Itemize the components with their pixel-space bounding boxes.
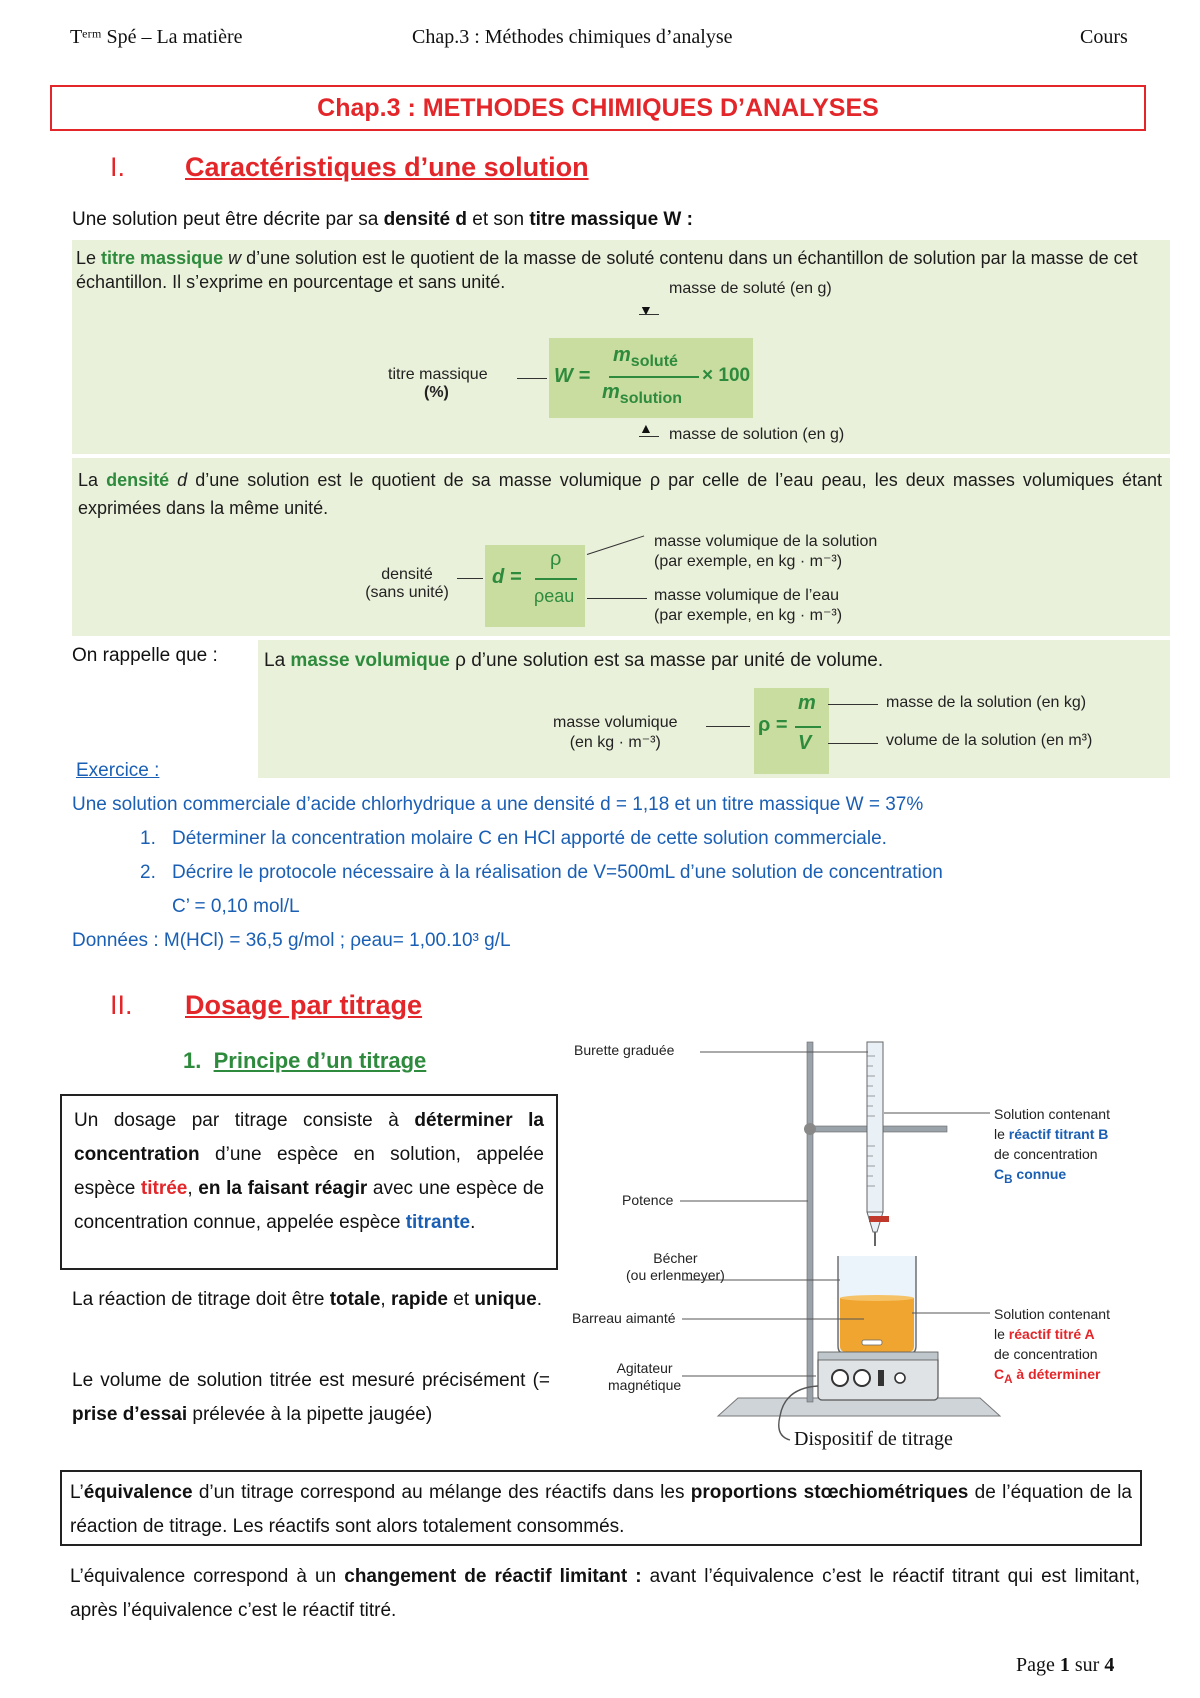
titrant-4sub: B [1004, 1172, 1013, 1186]
subsection-number: 1. [183, 1048, 202, 1073]
section2-number: II. [110, 990, 133, 1020]
label-potence: Potence [622, 1192, 674, 1208]
exercise-q2-num: 2. [140, 862, 156, 883]
titre-label-top: masse de soluté (en g) [669, 280, 832, 297]
titre-2b: réactif titré A [1008, 1326, 1095, 1342]
header-left: Tᵉʳᵐ Spé – La matière [70, 26, 243, 48]
volume-t1: Le volume de solution titrée est mesuré précisément (= [72, 1370, 550, 1391]
intro-text: Une solution peut être décrite par sa [72, 209, 384, 230]
defbox-t1: Un dosage par titrage consiste à [74, 1110, 415, 1131]
page-total: 4 [1104, 1654, 1115, 1676]
intro-text-mid: et son [466, 209, 530, 230]
bottom-arrow-icon: ▲ [639, 420, 653, 436]
def3-term: masse volumique [290, 650, 450, 671]
top-arrow-icon: ▼ [639, 302, 653, 318]
def2-term: densité [106, 470, 170, 490]
titre-3: de concentration [994, 1346, 1098, 1362]
equiv-t2: d’un titrage correspond au mélange des réactifs dans les [192, 1482, 691, 1503]
defbox-titree: titrée [140, 1178, 188, 1199]
formula-rho: ρ = [758, 714, 788, 736]
mv-label-2: (en kg · m⁻³) [569, 734, 661, 751]
def-var: w [223, 248, 242, 268]
page-pre: Page [1016, 1654, 1060, 1676]
den-m: m [602, 381, 620, 403]
section2-title: Dosage par titrage [185, 990, 423, 1020]
exercise-q2-line1: Décrire le protocole nécessaire à la réalisation de V=500mL d’une solution de concentration [172, 862, 943, 883]
mv-left-arrow [706, 726, 750, 727]
titrant-4a: C [994, 1166, 1005, 1182]
mv-bottom-arrow [828, 743, 878, 744]
page-number [1016, 1654, 1114, 1677]
equiv-text-t1: L’équivalence correspond à un [70, 1566, 345, 1587]
titre-massique-box [72, 240, 1170, 454]
chapter-title: Chap.3 : METHODES CHIMIQUES D’ANALYSES [50, 85, 1146, 131]
titrage-definition-box [60, 1094, 558, 1270]
equiv-b2: proportions stœchiométriques [690, 1482, 969, 1503]
header-right: Cours [1080, 26, 1128, 48]
becher-1: Bécher [653, 1250, 698, 1266]
densite-label-bottom [654, 586, 842, 626]
subsection-heading [183, 1048, 426, 1074]
exercise-data: Données : M(HCl) = 36,5 g/mol ; ρeau= 1,00.10³ g/L [72, 930, 511, 951]
intro-bold-titre: titre massique W : [529, 209, 693, 230]
titre-label-bottom: masse de solution (en g) [669, 426, 845, 443]
exercise-q1-num: 1. [140, 828, 156, 849]
titre-massique-definition [76, 246, 1166, 294]
reaction-t2: , [380, 1289, 391, 1310]
label-barreau: Barreau aimanté [572, 1310, 676, 1326]
section2-heading [110, 990, 422, 1021]
formula-rho-num: m [798, 692, 816, 714]
reaction-b3: unique [474, 1289, 537, 1310]
section1-number: I. [110, 152, 126, 182]
defbox-b2: en la faisant réagir [198, 1178, 368, 1199]
def3-text: ρ d’une solution est sa masse par unité de volume. [449, 650, 884, 671]
densite-bottom-arrow [587, 598, 647, 599]
formula-w-times: × 100 [702, 365, 751, 386]
defbox-t5: . [470, 1212, 476, 1233]
titre-2a: le [994, 1326, 1009, 1342]
titrant-2a: le [994, 1126, 1009, 1142]
label-left-text: titre massique [388, 366, 488, 383]
formula-w-numerator [613, 344, 678, 371]
header-center: Chap.3 : Méthodes chimiques d’analyse [412, 26, 733, 48]
equiv-b1: équivalence [83, 1482, 193, 1503]
defbox-t2: d’une espèce en solution, appelée espèce [74, 1144, 544, 1199]
exercise-title: Exercice : [76, 760, 160, 781]
reaction-t3: et [448, 1289, 475, 1310]
defbox-t4: avec une espèce de concentration connue, appelée espèce [74, 1178, 545, 1233]
bottom-label-line [639, 436, 659, 437]
page-current: 1 [1059, 1654, 1070, 1676]
def-text: d’une solution est le quotient de la masse de soluté contenu dans un échantillon de solution par la masse de cet échantillon. Il s’exprime en pourcentage et sans unité. [76, 248, 1138, 292]
exercise-statement: Une solution commerciale d’acide chlorhydrique a une densité d = 1,18 et un titre massique W = 37% [72, 794, 924, 815]
intro-bold-density: densité d [383, 209, 467, 230]
equiv-text-b1: changement de réactif limitant : [344, 1566, 642, 1587]
formula-d: d = [492, 566, 522, 588]
reaction-t4: . [536, 1289, 542, 1310]
d-label-unit: (sans unité) [365, 584, 449, 601]
label-titrant-solution [994, 1104, 1110, 1190]
den-sub: solution [619, 390, 683, 407]
masse-volumique-box [258, 640, 1170, 778]
mv-top-arrow [828, 704, 878, 705]
densite-definition [78, 466, 1162, 522]
mv-label-top: masse de la solution (en kg) [886, 694, 1087, 711]
label-titre-solution [994, 1304, 1110, 1390]
mv-label-bottom: volume de la solution (en m³) [886, 732, 1093, 749]
equiv-text-t2: avant l’équivalence c’est le réactif titrant qui est limitant, après l’équivalence c’est le réactif titré. [70, 1566, 1140, 1621]
titre-label-left [388, 366, 538, 402]
reaction-text [72, 1283, 550, 1317]
def3-pre: La [264, 650, 291, 671]
becher-2: (ou erlenmeyer) [626, 1267, 725, 1283]
formula-d-bar [535, 578, 577, 580]
rho-label-2: (par exemple, en kg · m⁻³) [654, 553, 843, 570]
formula-rho-bar [795, 726, 821, 728]
densite-top-arrow [587, 535, 644, 554]
rho-label-1: masse volumique de la solution [654, 533, 878, 550]
formula-rho-den: V [798, 732, 812, 754]
densite-box [72, 458, 1170, 636]
reaction-t1: La réaction de titrage doit être [72, 1289, 330, 1310]
titration-figure [570, 1036, 1170, 1456]
def-pre: Le [76, 248, 102, 268]
titrant-2b: réactif titrant B [1008, 1126, 1109, 1142]
equiv-t1: L’ [70, 1482, 84, 1503]
mv-label-1: masse volumique [553, 714, 678, 731]
label-agitateur [608, 1360, 681, 1394]
top-label-line [639, 314, 659, 315]
def-term: titre massique [101, 248, 224, 268]
volume-t2: prélevée à la pipette jaugée) [187, 1404, 433, 1425]
titre-1: Solution contenant [994, 1306, 1110, 1322]
agitateur-1: Agitateur [616, 1360, 673, 1376]
equivalence-text [70, 1560, 1140, 1628]
titre-left-arrow [517, 378, 547, 379]
titre-4a: C [994, 1366, 1005, 1382]
titre-4sub: A [1004, 1372, 1013, 1386]
section1-intro [72, 209, 693, 231]
agitateur-2: magnétique [608, 1377, 682, 1393]
defbox-titrante: titrante [405, 1212, 471, 1233]
subsection-title: Principe d’un titrage [213, 1048, 427, 1073]
equiv-t3: de l’équation de la réaction de titrage. Les réactifs sont alors totalement consommés. [70, 1482, 1133, 1537]
rhoeau-label-1: masse volumique de l’eau [654, 587, 839, 604]
volume-text [72, 1364, 550, 1432]
formula-w: W = [554, 365, 591, 387]
d-label: densité [381, 566, 433, 583]
label-burette: Burette graduée [574, 1042, 675, 1058]
def2-text: d’une solution est le quotient de sa masse volumique ρ par celle de l’eau ρeau, les deux masses volumiques étant exprimées dans la même unité. [78, 470, 1163, 518]
section1-title: Caractéristiques d’une solution [185, 152, 589, 182]
defbox-t3: , [187, 1178, 199, 1199]
exercise-q2-line2: C’ = 0,10 mol/L [172, 896, 300, 917]
exercise-q1: Déterminer la concentration molaire C en HCl apporté de cette solution commerciale. [172, 828, 887, 849]
densite-label-top [654, 532, 877, 572]
reaction-b2: rapide [390, 1289, 448, 1310]
section1-heading [110, 152, 589, 183]
def2-pre: La [78, 470, 107, 490]
mv-definition [264, 650, 883, 672]
figure-caption: Dispositif de titrage [794, 1428, 953, 1450]
label-left-unit: (%) [424, 384, 449, 401]
def2-var: d [169, 470, 188, 490]
titrant-4b: connue [1012, 1166, 1067, 1182]
titre-4b: à déterminer [1012, 1366, 1101, 1382]
densite-label-left [352, 566, 462, 602]
densite-left-arrow [457, 578, 483, 579]
recall-label: On rappelle que : [72, 645, 218, 666]
equivalence-definition-box [60, 1470, 1142, 1546]
rhoeau-label-2: (par exemple, en kg · m⁻³) [654, 607, 843, 624]
defbox-b1: déterminer la concentration [74, 1110, 544, 1165]
mv-label-left [553, 713, 678, 753]
reaction-b1: totale [329, 1289, 381, 1310]
formula-w-fraction-bar [609, 376, 699, 378]
page-mid: sur [1069, 1654, 1105, 1676]
num-m: m [613, 344, 631, 366]
num-sub: soluté [630, 353, 678, 370]
formula-d-num: ρ [550, 548, 562, 570]
titrant-1: Solution contenant [994, 1106, 1110, 1122]
formula-d-den: ρeau [534, 586, 575, 606]
label-becher [626, 1250, 725, 1284]
titrant-3: de concentration [994, 1146, 1098, 1162]
volume-b1: prise d’essai [72, 1404, 188, 1425]
formula-w-denominator [602, 381, 682, 408]
